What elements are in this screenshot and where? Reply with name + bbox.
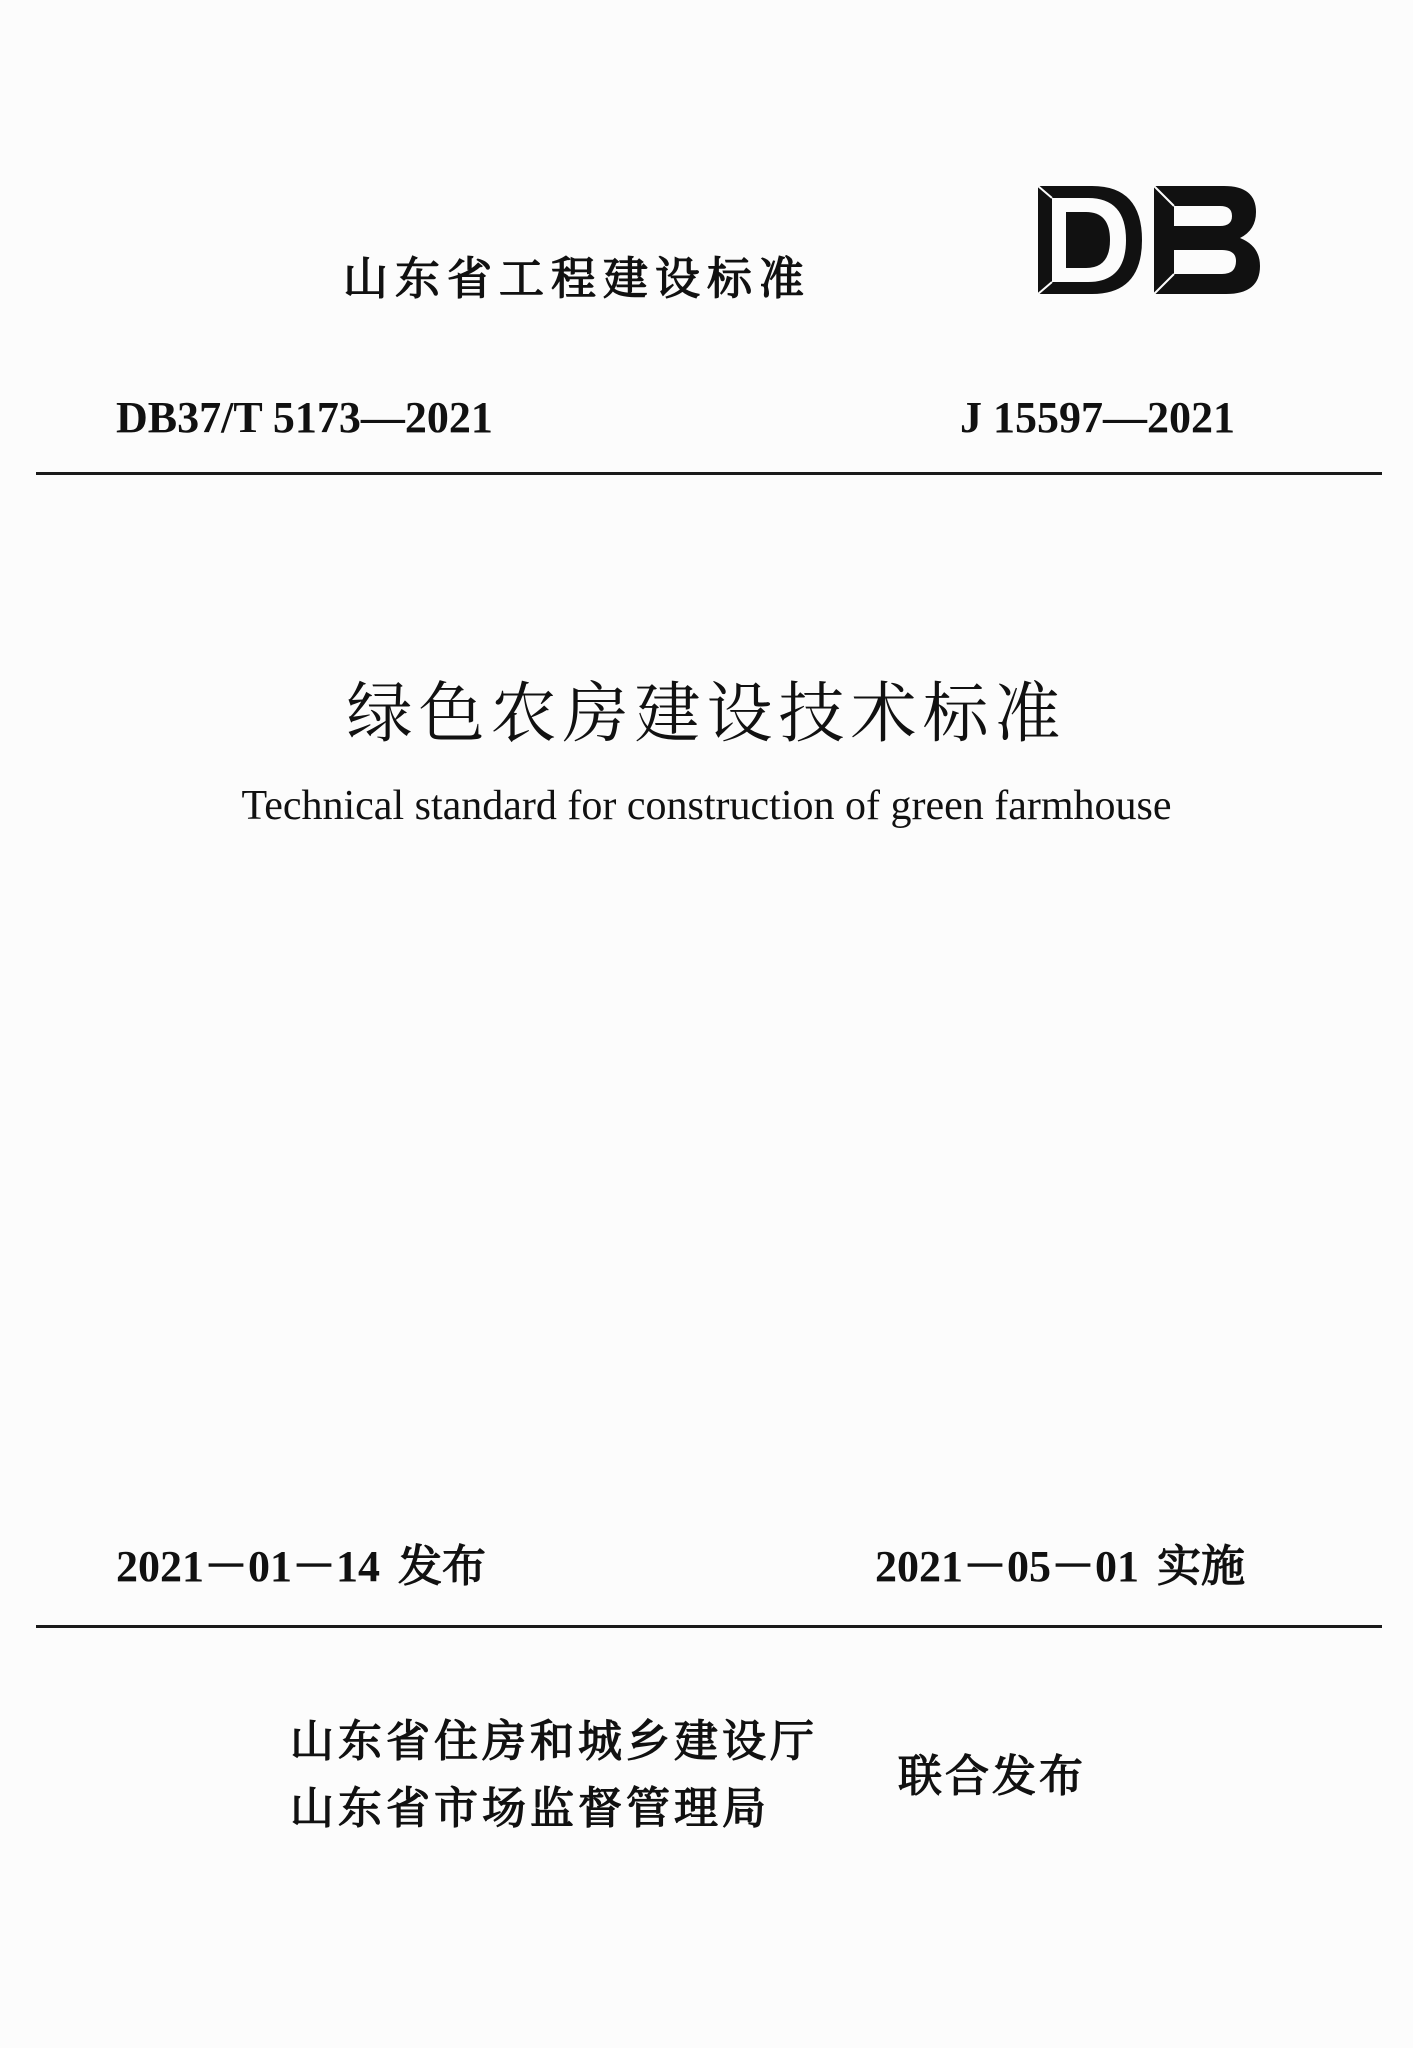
- series-title: 山东省工程建设标准: [343, 252, 812, 305]
- effective-date: 2021－05－01: [875, 1542, 1139, 1591]
- record-number: J 15597—2021: [960, 393, 1235, 442]
- title-chinese: 绿色农房建设技术标准: [346, 675, 1067, 752]
- standard-number: DB37/T 5173—2021: [116, 393, 493, 442]
- bottom-divider: [36, 1625, 1382, 1628]
- joint-issue-label: 联合发布: [898, 1751, 1086, 1802]
- issuer-market-supervision: 山东省市场监督管理局: [290, 1783, 770, 1834]
- db-logo-letter-d: [1038, 186, 1142, 294]
- publish-date-line: [116, 1530, 486, 1594]
- effective-date-line: [875, 1530, 1245, 1594]
- title-english: Technical standard for construction of green farmhouse: [241, 783, 1172, 829]
- db-logo: [1030, 180, 1262, 300]
- top-divider: [36, 472, 1382, 475]
- issuer-housing-department: 山东省住房和城乡建设厅: [290, 1716, 818, 1767]
- effective-label: 实施: [1157, 1541, 1245, 1592]
- publish-label: 发布: [398, 1541, 486, 1592]
- publish-date: 2021－01－14: [116, 1542, 380, 1591]
- db-logo-letter-b: [1154, 186, 1260, 294]
